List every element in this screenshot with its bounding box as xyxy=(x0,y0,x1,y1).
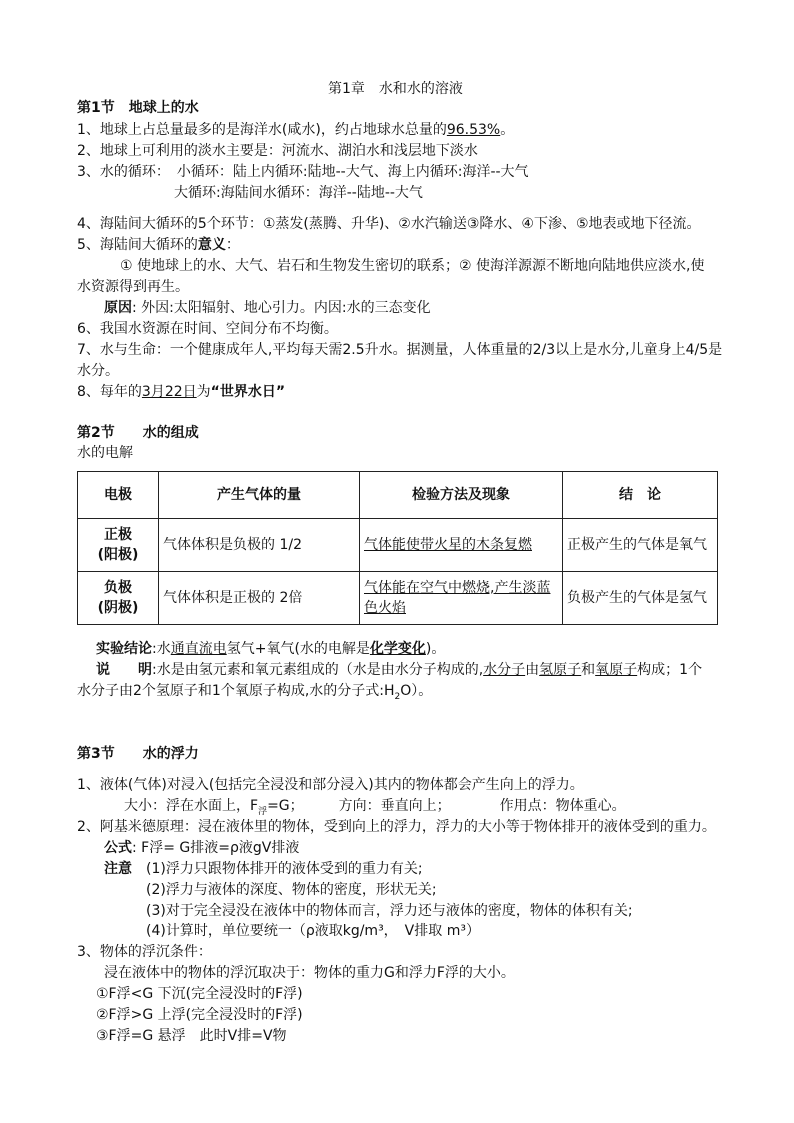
s1-line-3b: 大循环:海陆间水循环：海洋--陆地--大气 xyxy=(174,185,423,201)
table-row xyxy=(78,519,718,572)
s3-line-1: 1、液体(气体)对浸入(包括完全浸没和部分浸入)其内的物体都会产生向上的浮力。 xyxy=(77,777,584,793)
s1-line-5: 5、海陆间大循环的意义： xyxy=(77,237,240,253)
s1-line-4: 4、海陆间大循环的5个环节：①蒸发(蒸腾、升华)、②水汽输送③降水、④下渗、⑤地表或地下径流。 xyxy=(77,216,701,232)
s1-line-6: 6、我国水资源在时间、空间分布不均衡。 xyxy=(77,321,338,337)
table-row xyxy=(78,572,718,625)
s3-line-2: 2、阿基米德原理：浸在液体里的物体，受到向上的浮力，浮力的大小等于物体排开的液体受到的重力。 xyxy=(77,819,716,835)
s1-line-3: 3、水的循环： 小循环：陆上内循环:陆地--大气、海上内循环:海洋--大气 xyxy=(77,164,529,180)
explanation: 说 明:水是由氢元素和氧元素组成的（水是由水分子构成的,水分子由氢原子和氧原子构成；1个 xyxy=(96,662,703,678)
s1-line-7-cont: 水分。 xyxy=(77,363,119,379)
s3-line-3: 3、物体的浮沉条件： xyxy=(77,944,212,960)
s1-line-7: 7、水与生命：一个健康成年人,平均每天需2.5升水。据测量，人体重量的2/3以上是水分,儿童身上4/5是 xyxy=(77,342,723,358)
electrode-cell: 正极 (阳极) xyxy=(78,519,159,572)
s1-line-5-meaning-cont: 水资源得到再生。 xyxy=(77,279,189,295)
s1-line-8: 8、每年的3月22日为“世界水日” xyxy=(77,384,286,400)
section-2-heading: 第2节 水的组成 xyxy=(77,425,199,441)
table-header-cell: 结 论 xyxy=(563,472,718,519)
formula: 公式: F浮= G排液=ρ液gV排液 xyxy=(104,840,300,856)
table-header-cell: 电极 xyxy=(78,472,159,519)
s1-line-5-cause: 原因: 外因:太阳辐射、地心引力。内因:水的三态变化 xyxy=(104,300,431,316)
s1-line-5-meaning: ① 使地球上的水、大气、岩石和生物发生密切的联系；② 使海洋源源不断地向陆地供应淡水,使 xyxy=(120,258,705,274)
table-header-cell: 检验方法及现象 xyxy=(360,472,563,519)
table-header-row xyxy=(78,472,718,519)
note-1: (1)浮力只跟物体排开的液体受到的重力有关; xyxy=(146,861,423,877)
conclusion-cell: 负极产生的气体是氢气 xyxy=(563,572,718,625)
test-cell: 气体能在空气中燃烧,产生淡蓝色火焰 xyxy=(360,572,563,625)
experiment-conclusion: 实验结论:水通直流电氢气+氧气(水的电解是化学变化)。 xyxy=(96,641,446,657)
table-header-cell: 产生气体的量 xyxy=(159,472,360,519)
s3-line-1b: 大小：浮在水面上，$F_浮=G$； 方向：垂直向上； 作用点：物体重心。 xyxy=(124,798,626,817)
explanation-cont: 水分子由2个氢原子和1个氧原子构成,水的分子式$:H_2O$）。 xyxy=(77,683,433,702)
condition-suspend: ③F浮=G 悬浮 此时V排=V物 xyxy=(96,1028,287,1044)
chapter-title: 第1章 水和水的溶液 xyxy=(328,81,463,97)
s1-line-1: 1、地球上占总量最多的是海洋水(咸水)，约占地球水总量的96.53%。 xyxy=(77,122,515,138)
electrolysis-table xyxy=(77,471,718,625)
note-2: (2)浮力与液体的深度、物体的密度，形状无关; xyxy=(146,882,437,898)
section-3-heading: 第3节 水的浮力 xyxy=(77,746,199,762)
conclusion-cell: 正极产生的气体是氧气 xyxy=(563,519,718,572)
note-4: (4)计算时，单位要统一（ρ液取kg/m³， V排取 m³） xyxy=(146,923,480,939)
electrode-cell: 负极 (阴极) xyxy=(78,572,159,625)
s2-subheading: 水的电解 xyxy=(77,445,133,461)
note-3: (3)对于完全浸没在液体中的物体而言，浮力还与液体的密度，物体的体积有关; xyxy=(146,903,633,919)
note-label: 注意 xyxy=(104,861,132,877)
condition-rise: ②F浮>G 上浮(完全浸没时的F浮) xyxy=(96,1007,303,1023)
s3-line-3b: 浸在液体中的物体的浮沉取决于：物体的重力G和浮力F浮的大小。 xyxy=(104,965,515,981)
amount-cell: 气体体积是负极的 1/2 xyxy=(159,519,360,572)
test-cell: 气体能使带火星的木条复燃 xyxy=(360,519,563,572)
section-1-heading: 第1节 地球上的水 xyxy=(77,100,199,116)
condition-sink: ①F浮<G 下沉(完全浸没时的F浮) xyxy=(96,986,303,1002)
s1-line-2: 2、地球上可利用的淡水主要是：河流水、湖泊水和浅层地下淡水 xyxy=(77,143,478,159)
amount-cell: 气体体积是正极的 2倍 xyxy=(159,572,360,625)
